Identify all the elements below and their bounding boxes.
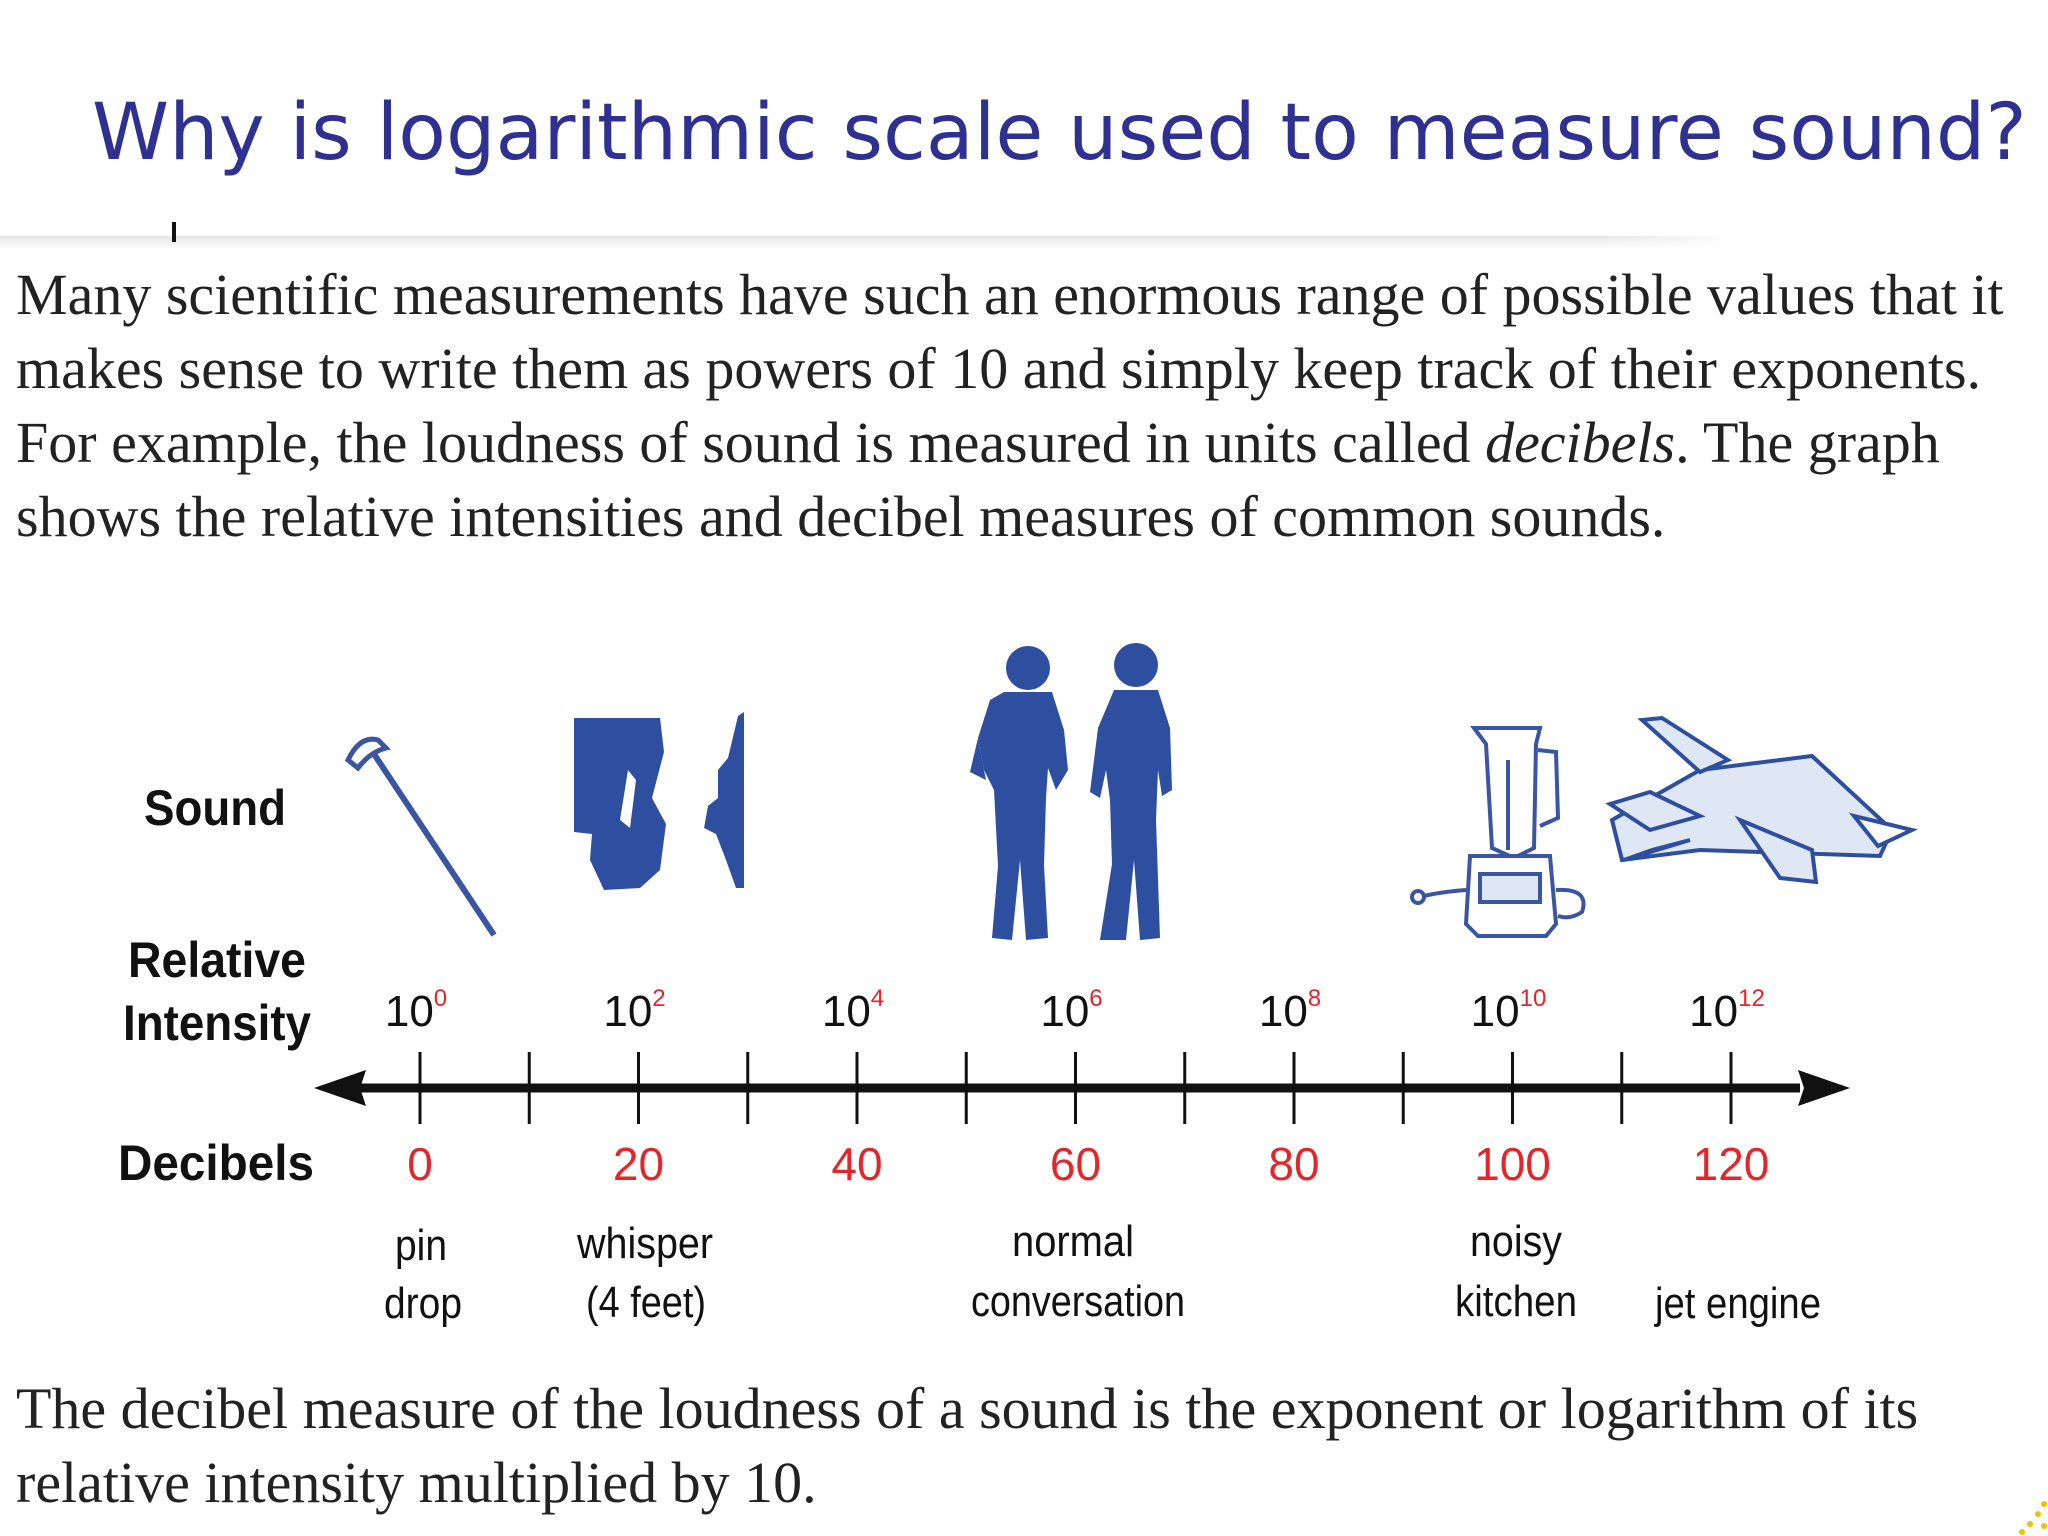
pin-icon xyxy=(348,739,494,935)
corner-ornament xyxy=(2008,1496,2048,1536)
jet-engine-label: jet engine xyxy=(1653,1279,1821,1328)
whisper-label-2: (4 feet) xyxy=(586,1278,706,1327)
relative-intensity-label: $10^2$ xyxy=(603,985,666,1036)
decibel-value-label: 40 xyxy=(831,1138,883,1190)
decibel-value-label: 20 xyxy=(612,1138,665,1190)
relative-intensity-label: $10^{12}$ xyxy=(1689,985,1765,1036)
pin-drop-label-1: pin xyxy=(395,1221,447,1270)
decibel-value-label: 60 xyxy=(1049,1138,1102,1190)
scale-axis xyxy=(314,985,1850,1190)
row-label-intensity: Intensity xyxy=(123,995,312,1051)
conclusion-paragraph: The decibel measure of the loudness of a sound is the exponent or logarithm of its relative intensity multiplied by 10. xyxy=(16,1376,1919,1515)
relative-intensity-label: $10^{10}$ xyxy=(1470,985,1547,1036)
relative-intensity-label: $10^8$ xyxy=(1258,985,1322,1036)
intro-text-start: Many scientific measurements have such an enormous range of possible values that it makes sense to write them as powers of 10 and simply keep track of their exponents. For example, the loudness of sound is measured in units called xyxy=(16,262,2004,475)
jet-icon xyxy=(1610,718,1912,882)
intro-paragraph xyxy=(16,258,2036,554)
whisper-label-1: whisper xyxy=(576,1219,713,1268)
whisper-icon xyxy=(574,712,744,890)
row-label-decibels: Decibels xyxy=(118,1135,314,1191)
conversation-label-2: conversation xyxy=(971,1277,1185,1326)
decibel-value-label: 120 xyxy=(1692,1138,1770,1190)
blender-icon xyxy=(1412,728,1584,936)
pin-drop-label-2: drop xyxy=(384,1279,462,1328)
conversation-label-1: normal xyxy=(1012,1217,1134,1266)
relative-intensity-label: $10^0$ xyxy=(384,985,448,1036)
slide-title: Why is logarithmic scale used to measure sound? xyxy=(92,88,2027,178)
decibel-value-label: 0 xyxy=(407,1138,433,1190)
intro-italic-term: decibels xyxy=(1485,410,1676,475)
text-cursor-mark xyxy=(172,222,176,242)
row-label-sound: Sound xyxy=(144,780,286,836)
row-label-relative: Relative xyxy=(128,932,306,988)
people-icon xyxy=(970,643,1172,940)
kitchen-label-2: kitchen xyxy=(1455,1277,1577,1326)
title-divider xyxy=(0,236,1720,250)
decibel-scale-diagram xyxy=(0,620,2048,1340)
decibel-value-label: 100 xyxy=(1474,1138,1551,1190)
intro-text-end: . The graph shows the relative intensities and decibel measures of common sounds. xyxy=(16,410,1940,549)
decibel-value-label: 80 xyxy=(1268,1138,1320,1190)
relative-intensity-label: $10^6$ xyxy=(1040,985,1103,1036)
relative-intensity-label: $10^4$ xyxy=(821,985,885,1036)
kitchen-label-1: noisy xyxy=(1470,1217,1562,1266)
